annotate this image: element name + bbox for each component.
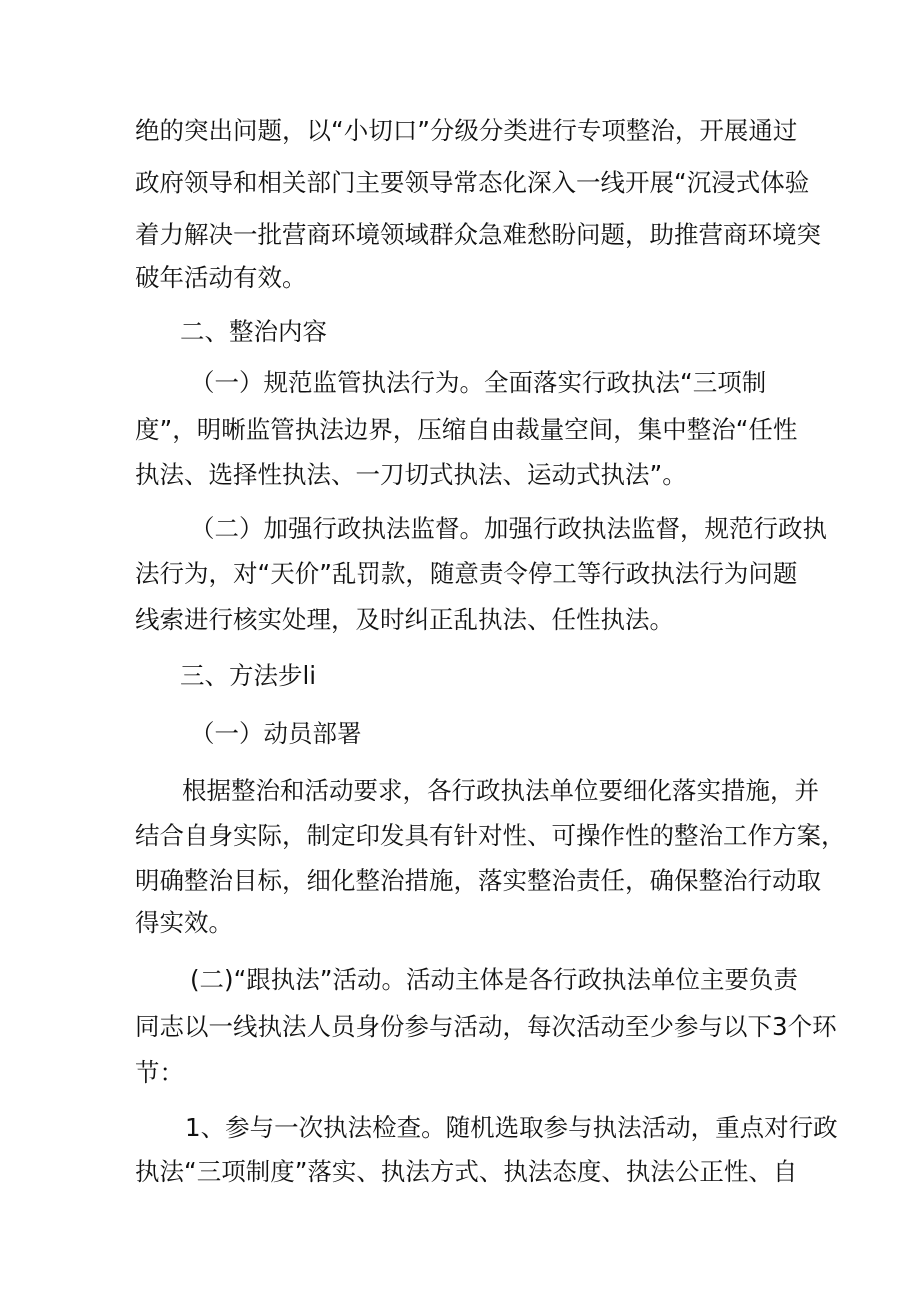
item-3-2-line-3: 节： bbox=[135, 1058, 184, 1087]
item-3-1-body-line-4: 得实效。 bbox=[135, 908, 233, 937]
intro-line-3: 着力解决一批营商环境领域群众急难愁盼问题，助推营商环境突 bbox=[135, 220, 821, 249]
section-heading-3: 三、方法步li bbox=[180, 661, 317, 690]
item-2-1-line-3: 执法、选择性执法、一刀切式执法、运动式执法”。 bbox=[135, 460, 687, 489]
item-2-2-line-3: 线索进行核实处理，及时纠正乱执法、任性执法。 bbox=[135, 605, 674, 634]
item-3-2-line-2: 同志以一线执法人员身份参与活动，每次活动至少参与以下3个环 bbox=[135, 1012, 837, 1041]
item-2-2-line-2: 法行为，对“天价”乱罚款，随意责令停工等行政执法行为问题 bbox=[135, 559, 798, 588]
item-3-2-line-1: (二)“跟执法”活动。活动主体是各行政执法单位主要负责 bbox=[190, 965, 798, 994]
intro-line-4: 破年活动有效。 bbox=[135, 263, 307, 292]
item-3-2-1-line-2: 执法“三项制度”落实、执法方式、执法态度、执法公正性、自 bbox=[135, 1157, 798, 1186]
item-3-1-title: （一）动员部署 bbox=[190, 719, 362, 748]
intro-line-2: 政府领导和相关部门主要领导常态化深入一线开展“沉浸式体验 bbox=[135, 168, 810, 197]
section-heading-2: 二、整治内容 bbox=[180, 317, 327, 346]
item-2-2-line-1: （二）加强行政执法监督。加强行政执法监督，规范行政执 bbox=[190, 514, 827, 543]
item-2-1-line-1: （一）规范监管执法行为。全面落实行政执法“三项制 bbox=[190, 368, 767, 397]
item-3-1-body-line-2: 结合自身实际，制定印发具有针对性、可操作性的整治工作方案， bbox=[135, 821, 846, 850]
item-3-2-1-line-1: 1、参与一次执法检查。随机选取参与执法活动，重点对行政 bbox=[185, 1113, 838, 1142]
item-2-1-line-2: 度”，明晰监管执法边界，压缩自由裁量空间，集中整治“任性 bbox=[135, 415, 798, 444]
item-3-1-body-line-1: 根据整治和活动要求，各行政执法单位要细化落实措施，并 bbox=[182, 776, 819, 805]
item-3-1-body-line-3: 明确整治目标，细化整治措施，落实整治责任，确保整治行动取 bbox=[135, 866, 821, 895]
intro-line-1: 绝的突出问题，以“小切口”分级分类进行专项整治，开展通过 bbox=[135, 116, 798, 145]
